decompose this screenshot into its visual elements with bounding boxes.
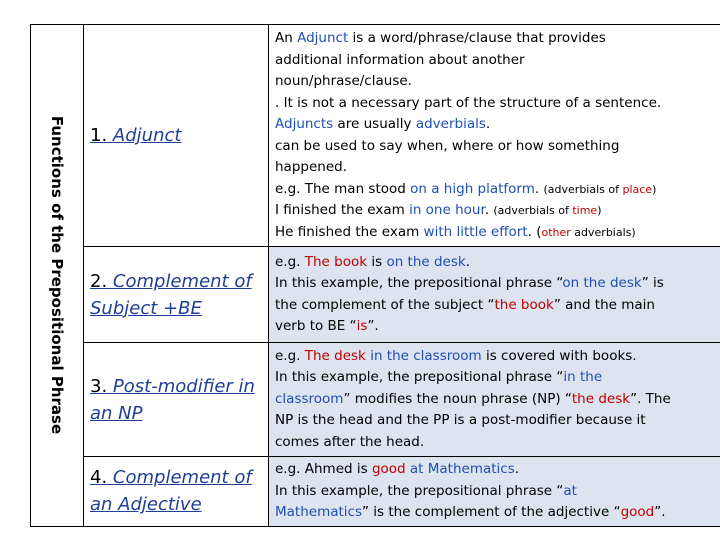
text-run: NP is the head and the PP is a post-modifier because it (275, 412, 646, 429)
text-run: . (465, 253, 471, 270)
text-run: In this example, the prepositional phrase “ (275, 369, 564, 386)
text-run: at (563, 482, 577, 499)
text-run: in the (563, 369, 603, 386)
text-run: is (367, 253, 387, 270)
label-cell (84, 457, 269, 527)
text-run: the desk (571, 390, 631, 407)
text-run: . (484, 202, 494, 218)
text-run: e.g. (275, 347, 305, 364)
content-line (275, 222, 717, 244)
text-run: happened. (275, 159, 347, 175)
text-run: Adjunct (297, 30, 349, 46)
text-run: In this example, the prepositional phrase “ (275, 482, 564, 499)
label-text (90, 373, 268, 427)
text-run: . (514, 461, 520, 477)
label-number: 1. (90, 125, 108, 146)
text-run: The book (304, 253, 368, 270)
content-line (275, 114, 717, 136)
label-text (90, 268, 268, 322)
text-run: on the desk (562, 275, 642, 291)
text-run: (adverbials of (493, 204, 573, 217)
text-run: An (275, 30, 298, 46)
text-run: . ( (527, 223, 542, 240)
label-number: 2. (90, 270, 108, 292)
text-run: e.g. The man stood (275, 180, 411, 197)
label-cell (84, 343, 269, 457)
content-cell (269, 343, 720, 457)
label-cell (84, 247, 269, 343)
label-text (90, 122, 268, 149)
functions-table (30, 24, 720, 527)
content-cell (269, 247, 720, 343)
text-run: ” modifies the noun phrase (NP) “ (343, 390, 572, 407)
side-title: Functions of the Prepositional Phrase (48, 116, 66, 435)
text-run: additional information about another (275, 51, 525, 68)
text-run: on a high platform (410, 180, 535, 197)
content-line (275, 179, 717, 201)
label-cell (84, 25, 269, 247)
text-run: I finished the exam (275, 202, 410, 218)
text-run: In this example, the prepositional phrase “ (275, 275, 563, 291)
content-cell (269, 457, 720, 527)
text-run: e.g. Ahmed is (275, 461, 372, 477)
text-run: comes after the head. (275, 433, 425, 450)
text-run: Adjuncts (275, 116, 334, 132)
text-run: ) (652, 182, 657, 196)
text-run: are usually (333, 116, 416, 132)
content-line (275, 502, 717, 524)
text-run: e.g. (275, 253, 305, 270)
table-row (31, 457, 720, 527)
text-run: He finished the exam (275, 223, 424, 240)
text-run: The desk (304, 347, 366, 364)
content-line (275, 71, 717, 93)
text-run: in one hour (409, 202, 485, 218)
label-name: Complement of an Adjective (90, 467, 252, 516)
text-run: in the classroom (370, 347, 482, 364)
text-run: can be used to say when, where or how something (275, 137, 620, 154)
text-run: noun/phrase/clause. (275, 73, 412, 89)
label-name: Complement of Subject +BE (90, 270, 252, 319)
content-line (275, 200, 717, 222)
label-text (90, 464, 268, 518)
text-run: ”. The (630, 390, 671, 407)
text-run: the complement of the subject “ (275, 296, 495, 313)
text-run: ) (597, 204, 602, 217)
text-run: at Mathematics (409, 461, 515, 477)
text-run: ” and the main (553, 296, 655, 313)
content-line (275, 295, 717, 317)
content-line (275, 432, 717, 454)
content-line (275, 316, 717, 338)
content-line (275, 93, 717, 115)
label-name: Post-modifier in an NP (90, 375, 255, 424)
text-run: place (622, 182, 653, 196)
content-line (275, 459, 717, 481)
text-run: good (620, 504, 655, 520)
content-line (275, 346, 717, 368)
text-run: with little effort (423, 223, 528, 240)
content-cell (269, 25, 720, 247)
content-line (275, 252, 717, 274)
text-run: ” is (641, 275, 664, 291)
text-run: ”. (367, 318, 379, 334)
text-run: adverbials) (570, 225, 636, 239)
label-number: 3. (90, 375, 108, 397)
text-run: other (541, 225, 571, 239)
content-line (275, 481, 717, 503)
text-run: . (534, 180, 544, 197)
text-run: on the desk (386, 253, 466, 270)
content-line (275, 389, 717, 411)
text-run: ”. (654, 504, 666, 520)
text-run: time (572, 204, 598, 217)
text-run: is a word/phrase/clause that provides (348, 30, 606, 46)
text-run: . (485, 116, 491, 132)
label-number: 4. (90, 467, 108, 489)
content-line (275, 136, 717, 158)
table-row (31, 343, 720, 457)
text-run: the book (494, 296, 554, 313)
text-run: (adverbials of (543, 182, 623, 196)
text-run: classroom (275, 390, 344, 407)
content-line (275, 28, 717, 50)
content-line (275, 273, 717, 295)
content-line (275, 410, 717, 432)
side-title-cell (31, 25, 84, 527)
text-run: is (356, 318, 368, 334)
text-run: . It is not a necessary part of the structure of a sentence. (275, 94, 662, 111)
text-run: ” is the complement of the adjective “ (362, 504, 621, 520)
text-run: good (371, 461, 406, 477)
table-row (31, 25, 720, 247)
label-name: Adjunct (112, 125, 182, 146)
table-row (31, 247, 720, 343)
text-run: Mathematics (275, 504, 362, 520)
content-line (275, 367, 717, 389)
text-run: adverbials (415, 116, 486, 132)
content-line (275, 50, 717, 72)
content-line (275, 157, 717, 179)
text-run: verb to BE “ (275, 318, 357, 334)
text-run: is covered with books. (481, 347, 637, 364)
